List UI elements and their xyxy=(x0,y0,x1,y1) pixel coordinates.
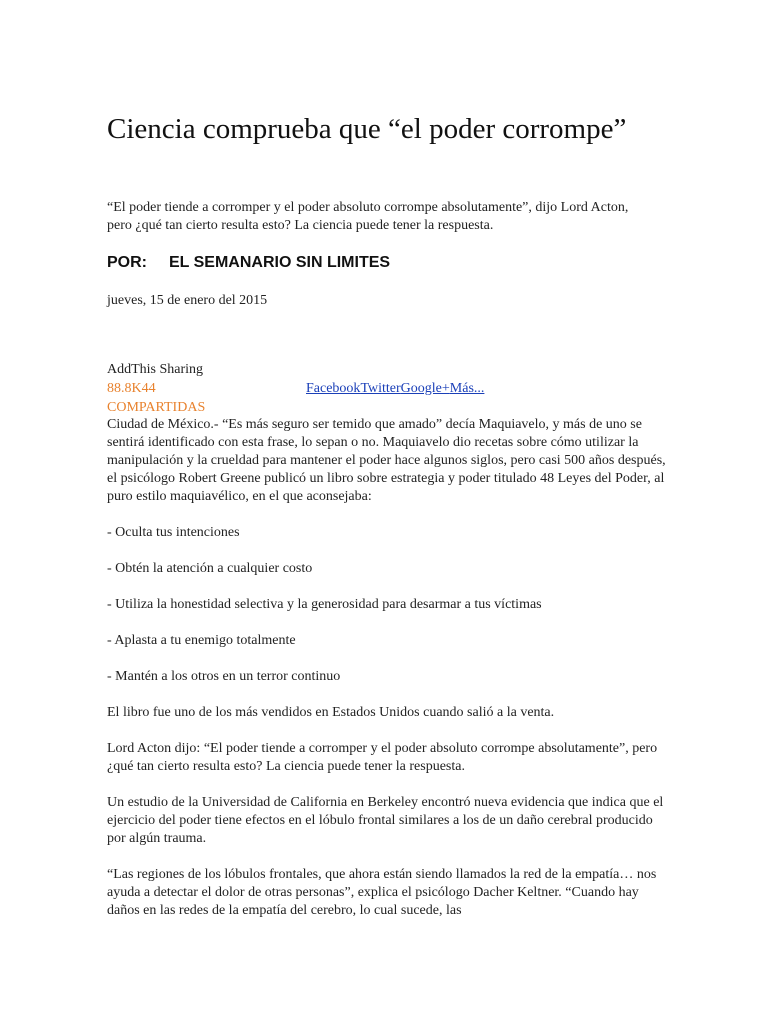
list-item: - Utiliza la honestidad selectiva y la generosidad para desarmar a tus víctimas xyxy=(107,597,542,612)
share-link-google-plus[interactable]: Google+ xyxy=(400,381,450,396)
share-link-twitter[interactable]: Twitter xyxy=(360,381,401,396)
list-item: - Mantén a los otros en un terror continuo xyxy=(107,669,341,684)
publish-date: jueves, 15 de enero del 2015 xyxy=(107,293,268,308)
share-count-label: COMPARTIDAS xyxy=(107,400,206,415)
article-body xyxy=(107,416,667,938)
byline-author: EL SEMANARIO SIN LIMITES xyxy=(169,254,391,271)
body-paragraph: Ciudad de México.- “Es más seguro ser temido que amado” decía Maquiavelo, y más de uno se sentirá identificado con esta frase, lo sepan o no. Maquiavelo dio recetas sobre cómo utilizar la manipulación y la crueldad para mantener el poder hace algunos siglos, pero casi 500 años después, el psicólogo Robert Greene publicó un libro sobre estrategia y poder titulado 48 Leyes del Poder, al puro estilo maquiavélico, en el que aconsejaba: xyxy=(107,417,666,504)
byline xyxy=(107,253,390,273)
share-link-facebook[interactable]: Facebook xyxy=(306,381,361,396)
share-widget-title: AddThis Sharing xyxy=(107,362,204,377)
share-link-more[interactable]: Más... xyxy=(449,381,485,396)
body-paragraph: “Las regiones de los lóbulos frontales, que ahora están siendo llamados la red de la empatía… nos ayuda a detectar el dolor de otras personas”, explica el psicólogo Dacher Keltner. “Cuando hay daños en las redes de la empatía del cerebro, lo cual sucede, las xyxy=(107,867,657,918)
share-links xyxy=(306,380,484,398)
body-paragraph: Lord Acton dijo: “El poder tiende a corromper y el poder absoluto corrompe absolutamente”, pero ¿qué tan cierto resulta esto? La ciencia puede tener la respuesta. xyxy=(107,741,658,774)
article-lead: “El poder tiende a corromper y el poder absoluto corrompe absolutamente”, dijo Lord Acton, pero ¿qué tan cierto resulta esto? La ciencia puede tener la respuesta. xyxy=(107,200,629,233)
list-item: - Aplasta a tu enemigo totalmente xyxy=(107,633,296,648)
list-item: - Oculta tus intenciones xyxy=(107,525,240,540)
list-item: - Obtén la atención a cualquier costo xyxy=(107,561,313,576)
article-title: Ciencia comprueba que “el poder corrompe” xyxy=(107,113,627,145)
byline-label: POR: xyxy=(107,254,147,271)
body-paragraph: El libro fue uno de los más vendidos en Estados Unidos cuando salió a la venta. xyxy=(107,705,555,720)
body-paragraph: Un estudio de la Universidad de California en Berkeley encontró nueva evidencia que indica que el ejercicio del poder tiene efectos en el lóbulo frontal similares a los de un daño cerebral producido por algún trauma. xyxy=(107,795,664,846)
share-count: 88.8K44 xyxy=(107,381,156,396)
